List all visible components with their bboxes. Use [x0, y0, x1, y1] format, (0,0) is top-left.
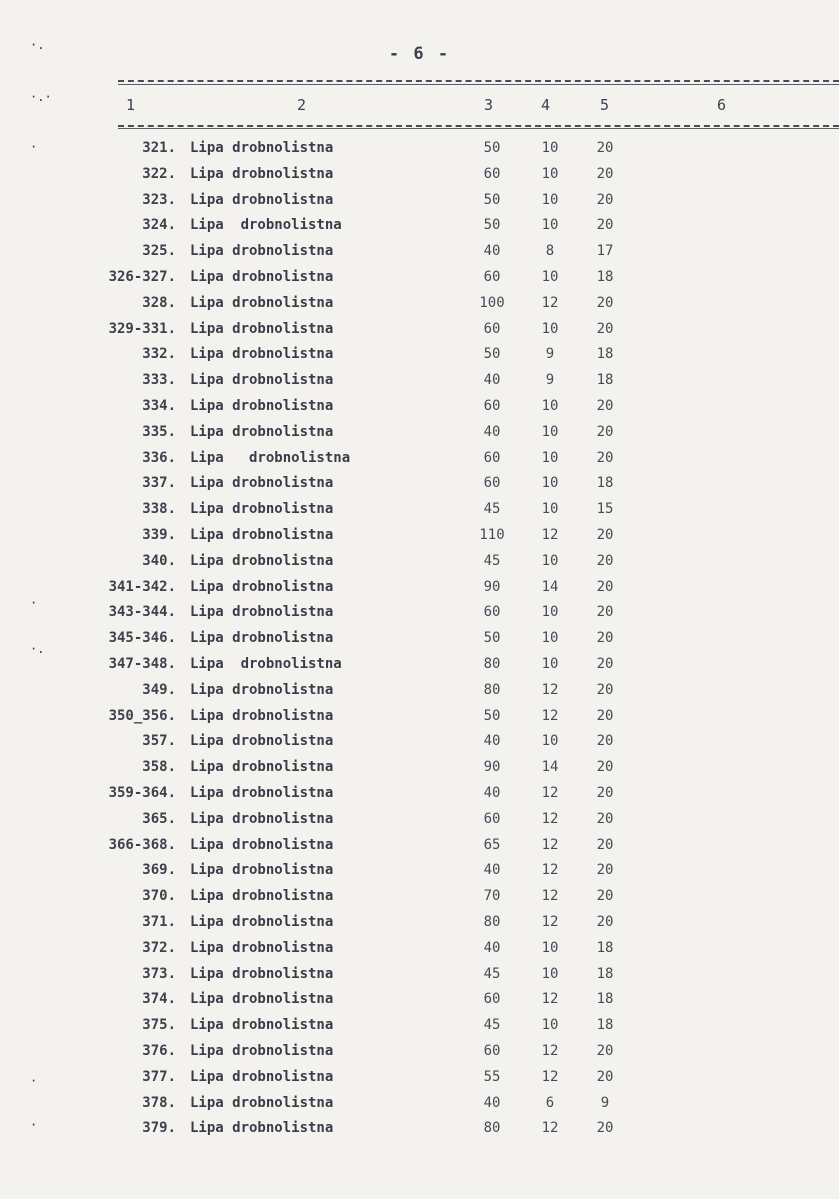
column-4-value: 12	[541, 294, 559, 311]
column-3-value: 40	[483, 862, 501, 879]
column-4-value: 10	[541, 656, 559, 672]
row-number: 371.	[142, 914, 176, 930]
column-4-value: 10	[541, 449, 559, 466]
column-header-5: 5	[600, 96, 610, 114]
table-row	[0, 656, 839, 678]
table-row	[0, 940, 839, 962]
column-5-value: 20	[596, 398, 614, 414]
header-rule-bottom-solid	[118, 128, 839, 129]
species-name: Lipa drobnolistna	[190, 320, 334, 337]
column-3-value: 60	[483, 398, 501, 414]
column-4-value: 8	[545, 243, 555, 260]
table-row	[0, 914, 839, 936]
column-5-value: 18	[596, 965, 614, 982]
column-4-value: 6	[545, 1094, 555, 1111]
column-4-value: 14	[541, 759, 559, 776]
column-4-value: 10	[541, 269, 559, 285]
column-3-value: 70	[483, 888, 501, 905]
species-name: Lipa drobnolistna	[190, 707, 334, 724]
table-row	[0, 269, 839, 291]
column-5-value: 20	[596, 449, 614, 466]
column-3-value: 45	[483, 552, 501, 569]
row-number: 324.	[142, 217, 176, 234]
species-name: Lipa drobnolistna	[190, 140, 334, 156]
table-row	[0, 140, 839, 162]
species-name: Lipa drobnolistna	[190, 423, 334, 440]
row-number: 370.	[142, 888, 176, 905]
column-5-value: 18	[596, 475, 614, 492]
row-number: 369.	[142, 862, 176, 879]
column-4-value: 12	[541, 1120, 559, 1137]
column-4-value: 10	[541, 217, 559, 234]
margin-mark: ·	[30, 140, 38, 154]
column-3-value: 80	[483, 681, 501, 698]
column-5-value: 20	[596, 423, 614, 440]
column-3-value: 60	[483, 449, 501, 466]
column-5-value: 20	[596, 707, 614, 724]
row-number: 359-364.	[108, 785, 176, 801]
column-3-value: 65	[483, 836, 501, 853]
column-5-value: 9	[600, 1094, 610, 1111]
column-4-value: 10	[541, 965, 559, 982]
column-4-value: 10	[541, 398, 559, 414]
table-row	[0, 321, 839, 343]
row-number: 366-368.	[108, 836, 176, 853]
species-name: Lipa drobnolistna	[190, 552, 334, 569]
column-header-3: 3	[484, 96, 494, 114]
row-number: 376.	[142, 1043, 176, 1059]
table-row	[0, 785, 839, 807]
column-4-value: 10	[541, 1017, 559, 1034]
column-5-value: 20	[596, 191, 614, 208]
table-row	[0, 346, 839, 368]
column-5-value: 18	[596, 991, 614, 1008]
species-name: Lipa drobnolistna	[190, 862, 334, 879]
column-5-value: 20	[596, 527, 614, 543]
row-number: 372.	[142, 939, 176, 956]
table-row	[0, 708, 839, 730]
column-5-value: 18	[596, 939, 614, 956]
table-row	[0, 217, 839, 239]
column-3-value: 60	[483, 1043, 501, 1059]
row-number: 358.	[142, 759, 176, 776]
species-name: Lipa drobnolistna	[190, 578, 334, 595]
column-5-value: 20	[596, 604, 614, 621]
species-name: Lipa drobnolistna	[190, 398, 334, 414]
row-number: 345-346.	[108, 630, 176, 647]
species-name: Lipa drobnolistna	[190, 914, 334, 930]
column-4-value: 10	[541, 423, 559, 440]
header-rule-top-solid	[118, 84, 839, 85]
column-3-value: 40	[483, 939, 501, 956]
column-3-value: 90	[483, 759, 501, 776]
row-number: 334.	[142, 398, 176, 414]
column-header-1: 1	[126, 96, 136, 114]
table-row	[0, 450, 839, 472]
column-5-value: 20	[596, 836, 614, 853]
column-5-value: 18	[596, 1017, 614, 1034]
margin-mark: ·	[30, 1074, 38, 1088]
margin-mark: ·.	[30, 642, 45, 656]
column-4-value: 12	[541, 836, 559, 853]
table-row	[0, 1095, 839, 1117]
row-number: 338.	[142, 501, 176, 518]
column-4-value: 10	[541, 165, 559, 182]
column-4-value: 12	[541, 914, 559, 930]
species-name: Lipa drobnolistna	[190, 681, 334, 698]
table-row	[0, 1069, 839, 1091]
column-5-value: 20	[596, 578, 614, 595]
table-row	[0, 966, 839, 988]
species-name: Lipa drobnolistna	[190, 1043, 334, 1059]
species-name: Lipa drobnolistna	[190, 1017, 334, 1034]
column-3-value: 60	[483, 165, 501, 182]
margin-mark: ·	[30, 1118, 38, 1132]
species-name: Lipa drobnolistna	[190, 1120, 334, 1137]
table-row	[0, 243, 839, 265]
row-number: 340.	[142, 552, 176, 569]
column-3-value: 40	[483, 1094, 501, 1111]
table-row	[0, 682, 839, 704]
column-5-value: 20	[596, 681, 614, 698]
column-header-2: 2	[297, 96, 307, 114]
column-3-value: 60	[483, 269, 501, 285]
column-3-value: 50	[483, 707, 501, 724]
column-4-value: 12	[541, 888, 559, 905]
row-number: 329-331.	[108, 320, 176, 337]
column-5-value: 20	[596, 810, 614, 827]
species-name: Lipa drobnolistna	[190, 269, 334, 285]
column-4-value: 10	[541, 320, 559, 337]
species-name: Lipa drobnolistna	[190, 501, 334, 518]
row-number: 333.	[142, 372, 176, 389]
species-name: Lipa drobnolistna	[190, 372, 334, 389]
column-4-value: 10	[541, 501, 559, 518]
column-4-value: 10	[541, 140, 559, 156]
species-name: Lipa drobnolistna	[190, 294, 334, 311]
row-number: 323.	[142, 191, 176, 208]
row-number: 350_356.	[108, 707, 176, 724]
column-4-value: 10	[541, 191, 559, 208]
column-4-value: 9	[545, 346, 555, 363]
table-row	[0, 811, 839, 833]
column-3-value: 80	[483, 1120, 501, 1137]
species-name: Lipa drobnolistna	[190, 810, 334, 827]
species-name: Lipa drobnolistna	[190, 630, 334, 647]
column-3-value: 50	[483, 346, 501, 363]
row-number: 337.	[142, 475, 176, 492]
table-row	[0, 579, 839, 601]
row-number: 343-344.	[108, 604, 176, 621]
column-5-value: 20	[596, 888, 614, 905]
column-3-value: 80	[483, 914, 501, 930]
column-5-value: 20	[596, 630, 614, 647]
row-number: 379.	[142, 1120, 176, 1137]
column-5-value: 20	[596, 552, 614, 569]
species-name: Lipa drobnolistna	[190, 733, 334, 750]
species-name: Lipa drobnolistna	[190, 449, 351, 466]
column-header-6: 6	[717, 96, 727, 114]
column-5-value: 18	[596, 269, 614, 285]
column-5-value: 20	[596, 914, 614, 930]
species-name: Lipa drobnolistna	[190, 217, 342, 234]
column-3-value: 40	[483, 372, 501, 389]
species-name: Lipa drobnolistna	[190, 604, 334, 621]
species-name: Lipa drobnolistna	[190, 785, 334, 801]
row-number: 374.	[142, 991, 176, 1008]
column-4-value: 10	[541, 604, 559, 621]
row-number: 322.	[142, 165, 176, 182]
row-number: 378.	[142, 1094, 176, 1111]
species-name: Lipa drobnolistna	[190, 191, 334, 208]
table-row	[0, 398, 839, 420]
row-number: 325.	[142, 243, 176, 260]
column-5-value: 17	[596, 243, 614, 260]
column-4-value: 12	[541, 785, 559, 801]
species-name: Lipa drobnolistna	[190, 939, 334, 956]
column-5-value: 20	[596, 1068, 614, 1085]
table-row	[0, 424, 839, 446]
species-name: Lipa drobnolistna	[190, 346, 334, 363]
row-number: 373.	[142, 965, 176, 982]
row-number: 335.	[142, 423, 176, 440]
species-name: Lipa drobnolistna	[190, 836, 334, 853]
table-row	[0, 192, 839, 214]
column-header-4: 4	[541, 96, 551, 114]
species-name: Lipa drobnolistna	[190, 243, 334, 260]
row-number: 365.	[142, 810, 176, 827]
column-3-value: 50	[483, 217, 501, 234]
row-number: 341-342.	[108, 578, 176, 595]
species-name: Lipa drobnolistna	[190, 165, 334, 182]
species-name: Lipa drobnolistna	[190, 759, 334, 776]
column-3-value: 60	[483, 604, 501, 621]
column-3-value: 60	[483, 991, 501, 1008]
table-row	[0, 475, 839, 497]
margin-mark: ·.·	[30, 90, 52, 104]
column-5-value: 20	[596, 733, 614, 750]
species-name: Lipa drobnolistna	[190, 991, 334, 1008]
column-3-value: 50	[483, 630, 501, 647]
row-number: 326-327.	[108, 269, 176, 285]
column-3-value: 60	[483, 320, 501, 337]
column-3-value: 80	[483, 656, 501, 672]
species-name: Lipa drobnolistna	[190, 527, 334, 543]
table-row	[0, 166, 839, 188]
column-4-value: 12	[541, 862, 559, 879]
column-4-value: 10	[541, 552, 559, 569]
column-4-value: 10	[541, 939, 559, 956]
column-3-value: 45	[483, 965, 501, 982]
table-row	[0, 604, 839, 626]
column-4-value: 10	[541, 475, 559, 492]
column-4-value: 12	[541, 1043, 559, 1059]
row-number: 332.	[142, 346, 176, 363]
table-row	[0, 295, 839, 317]
column-4-value: 10	[541, 733, 559, 750]
species-name: Lipa drobnolistna	[190, 656, 342, 672]
column-5-value: 20	[596, 165, 614, 182]
column-4-value: 12	[541, 681, 559, 698]
column-5-value: 20	[596, 862, 614, 879]
column-3-value: 40	[483, 785, 501, 801]
column-4-value: 12	[541, 810, 559, 827]
row-number: 321.	[142, 140, 176, 156]
row-number: 375.	[142, 1017, 176, 1034]
column-3-value: 60	[483, 475, 501, 492]
table-row	[0, 991, 839, 1013]
species-name: Lipa drobnolistna	[190, 888, 334, 905]
table-row	[0, 862, 839, 884]
table-row	[0, 1043, 839, 1065]
table-row	[0, 501, 839, 523]
column-4-value: 12	[541, 707, 559, 724]
margin-mark: ·.	[30, 38, 45, 52]
page-number: - 6 -	[388, 44, 451, 64]
species-name: Lipa drobnolistna	[190, 475, 334, 492]
table-row	[0, 1017, 839, 1039]
column-4-value: 12	[541, 991, 559, 1008]
table-row	[0, 1120, 839, 1142]
table-row	[0, 630, 839, 652]
row-number: 349.	[142, 681, 176, 698]
species-name: Lipa drobnolistna	[190, 1094, 334, 1111]
species-name: Lipa drobnolistna	[190, 965, 334, 982]
column-5-value: 20	[596, 320, 614, 337]
column-5-value: 20	[596, 785, 614, 801]
row-number: 339.	[142, 527, 176, 543]
column-4-value: 14	[541, 578, 559, 595]
column-5-value: 20	[596, 759, 614, 776]
row-number: 328.	[142, 294, 176, 311]
column-5-value: 15	[596, 501, 614, 518]
column-4-value: 12	[541, 1068, 559, 1085]
column-3-value: 110	[479, 527, 505, 543]
table-row	[0, 733, 839, 755]
column-5-value: 20	[596, 1043, 614, 1059]
table-row	[0, 837, 839, 859]
table-row	[0, 759, 839, 781]
column-3-value: 40	[483, 733, 501, 750]
column-3-value: 60	[483, 810, 501, 827]
header-rule-bottom	[118, 125, 839, 127]
column-5-value: 18	[596, 372, 614, 389]
row-number: 377.	[142, 1068, 176, 1085]
table-row	[0, 888, 839, 910]
column-5-value: 20	[596, 140, 614, 156]
header-rule-top	[118, 80, 839, 82]
row-number: 347-348.	[108, 656, 176, 672]
column-3-value: 45	[483, 1017, 501, 1034]
column-4-value: 10	[541, 630, 559, 647]
column-5-value: 20	[596, 294, 614, 311]
column-5-value: 20	[596, 1120, 614, 1137]
column-3-value: 40	[483, 423, 501, 440]
column-3-value: 50	[483, 140, 501, 156]
row-number: 357.	[142, 733, 176, 750]
table-row	[0, 553, 839, 575]
column-3-value: 40	[483, 243, 501, 260]
table-row	[0, 527, 839, 549]
column-3-value: 90	[483, 578, 501, 595]
column-5-value: 20	[596, 217, 614, 234]
column-3-value: 45	[483, 501, 501, 518]
table-row	[0, 372, 839, 394]
column-5-value: 18	[596, 346, 614, 363]
species-name: Lipa drobnolistna	[190, 1068, 334, 1085]
column-4-value: 12	[541, 527, 559, 543]
column-3-value: 100	[479, 294, 505, 311]
margin-mark: ·	[30, 596, 38, 610]
column-5-value: 20	[596, 656, 614, 672]
row-number: 336.	[142, 449, 176, 466]
column-3-value: 55	[483, 1068, 501, 1085]
column-4-value: 9	[545, 372, 555, 389]
column-3-value: 50	[483, 191, 501, 208]
